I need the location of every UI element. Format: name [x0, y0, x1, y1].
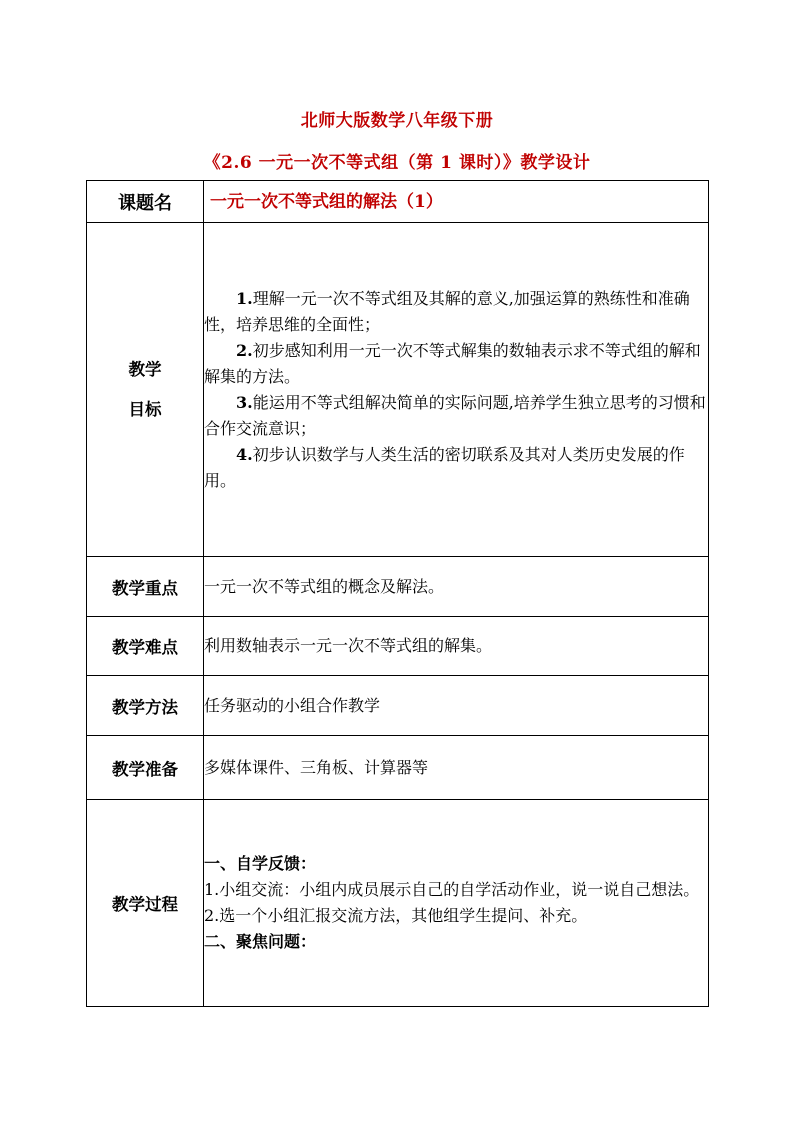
cell-method: 任务驱动的小组合作教学: [204, 676, 709, 736]
goal-item: [204, 286, 708, 338]
process-step: 1.小组交流：小组内成员展示自己的自学活动作业，说一说自己想法。: [204, 880, 700, 899]
label-process: 教学过程: [87, 800, 204, 1007]
label-key-point: 教学重点: [87, 557, 204, 617]
row-goals: [87, 223, 709, 557]
document-subtitle: 《2.6 一元一次不等式组（第 1 课时）》教学设计: [203, 153, 591, 173]
goal-text: 能运用不等式组解决简单的实际问题,培养学生独立思考的习惯和合作交流意识；: [204, 392, 706, 438]
topic-value: 一元一次不等式组的解法（1）: [210, 191, 443, 212]
goal-text: 理解一元一次不等式组及其解的意义,加强运算的熟练性和准确性，培养思维的全面性；: [204, 288, 690, 334]
cell-goals: [204, 223, 709, 557]
cell-key-point: 一元一次不等式组的概念及解法。: [204, 557, 709, 617]
lesson-plan-table: [86, 180, 709, 1007]
process-section-heading: 一、自学反馈：: [204, 854, 317, 873]
process-section-heading: 二、聚焦问题：: [204, 932, 317, 951]
document-title: 北师大版数学八年级下册: [300, 111, 494, 131]
row-topic: [87, 181, 709, 223]
cell-topic: [204, 181, 709, 223]
goal-number: 4.: [236, 444, 253, 464]
label-method: 教学方法: [87, 676, 204, 736]
label-goals: [87, 223, 204, 557]
row-key-point: [87, 557, 709, 617]
goal-number: 2.: [236, 340, 253, 360]
goal-item: [204, 390, 708, 442]
goal-item: [204, 338, 708, 390]
goal-text: 初步感知利用一元一次不等式解集的数轴表示求不等式组的解和解集的方法。: [204, 340, 701, 386]
label-goals-line2: 目标: [128, 399, 162, 419]
row-difficulty: [87, 617, 709, 676]
cell-process: [204, 800, 709, 1007]
goal-text: 初步认识数学与人类生活的密切联系及其对人类历史发展的作用。: [204, 444, 685, 490]
row-process: [87, 800, 709, 1007]
cell-difficulty: 利用数轴表示一元一次不等式组的解集。: [204, 617, 709, 676]
goal-item: [204, 442, 708, 494]
row-preparation: [87, 736, 709, 800]
label-topic: 课题名: [87, 181, 204, 223]
goal-number: 3.: [236, 392, 253, 412]
label-preparation: 教学准备: [87, 736, 204, 800]
process-step: 2.选一个小组汇报交流方法，其他组学生提问、补充。: [204, 906, 588, 925]
goal-number: 1.: [236, 288, 253, 308]
label-difficulty: 教学难点: [87, 617, 204, 676]
label-goals-line1: 教学: [128, 359, 162, 379]
row-method: [87, 676, 709, 736]
cell-preparation: 多媒体课件、三角板、计算器等: [204, 736, 709, 800]
